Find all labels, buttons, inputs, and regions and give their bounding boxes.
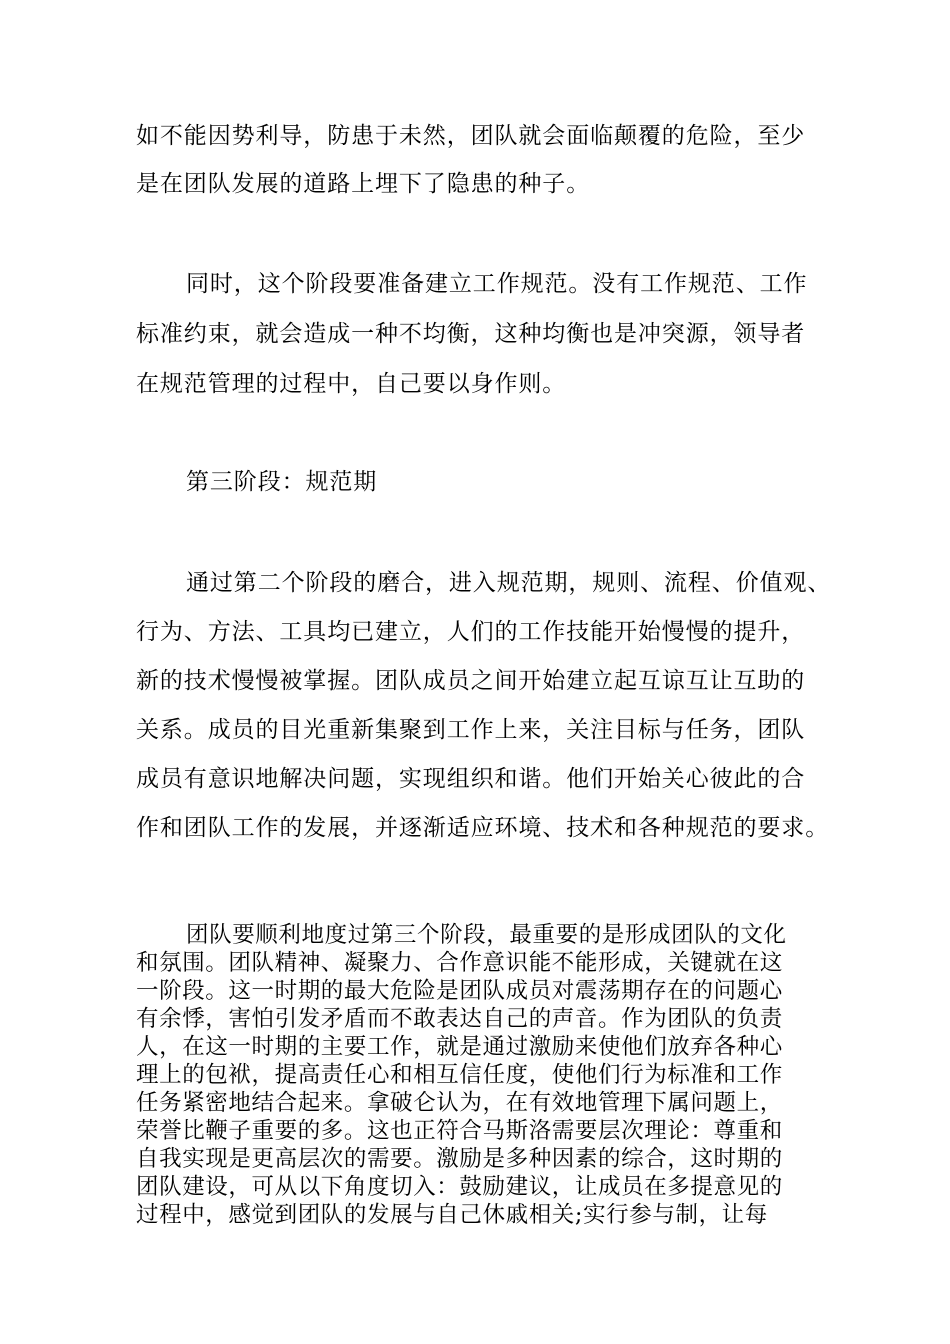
text-line: 团队要顺利地度过第三个阶段，最重要的是形成团队的文化 — [186, 922, 787, 948]
text-line: 通过第二个阶段的磨合，进入规范期，规则、流程、价值观、 — [186, 570, 832, 596]
text-line: 一阶段。这一时期的最大危险是团队成员对震荡期存在的问题心 — [136, 978, 783, 1004]
text-line: 在规范管理的过程中，自己要以身作则。 — [136, 371, 567, 397]
text-line: 任务紧密地结合起来。拿破仑认为，在有效地管理下属问题上， — [136, 1090, 783, 1116]
text-line: 和氛围。团队精神、凝聚力、合作意识能不能形成，关键就在这 — [136, 950, 783, 976]
text-line: 标准约束，就会造成一种不均衡，这种均衡也是冲突源，领导者 — [136, 321, 806, 347]
text-line: 如不能因势利导，防患于未然，团队就会面临颠覆的危险，至少 — [136, 123, 806, 149]
heading-text: 第三阶段：规范期 — [186, 469, 378, 495]
text-line: 成员有意识地解决问题，实现组织和谐。他们开始关心彼此的合 — [136, 766, 806, 792]
text-line: 理上的包袱，提高责任心和相互信任度，使他们行为标准和工作 — [136, 1062, 783, 1088]
text-line: 自我实现是更高层次的需要。激励是多种因素的综合，这时期的 — [136, 1146, 783, 1172]
text-line: 关系。成员的目光重新集聚到工作上来，关注目标与任务，团队 — [136, 717, 806, 743]
text-line: 行为、方法、工具均已建立，人们的工作技能开始慢慢的提升， — [136, 619, 806, 645]
text-line: 是在团队发展的道路上埋下了隐患的种子。 — [136, 171, 591, 197]
text-line: 同时，这个阶段要准备建立工作规范。没有工作规范、工作 — [186, 271, 808, 297]
text-line: 人，在这一时期的主要工作，就是通过激励来使他们放弃各种心 — [136, 1034, 783, 1060]
text-line: 过程中，感觉到团队的发展与自己休戚相关;实行参与制，让每 — [136, 1202, 768, 1228]
text-line: 荣誉比鞭子重要的多。这也正符合马斯洛需要层次理论：尊重和 — [136, 1118, 783, 1144]
text-line: 新的技术慢慢被掌握。团队成员之间开始建立起互谅互让互助的 — [136, 668, 806, 694]
text-line: 团队建设，可从以下角度切入：鼓励建议，让成员在多提意见的 — [136, 1174, 783, 1200]
text-line: 作和团队工作的发展，并逐渐适应环境、技术和各种规范的要求。 — [136, 815, 830, 841]
text-line: 有余悸，害怕引发矛盾而不敢表达自己的声音。作为团队的负责 — [136, 1006, 783, 1032]
